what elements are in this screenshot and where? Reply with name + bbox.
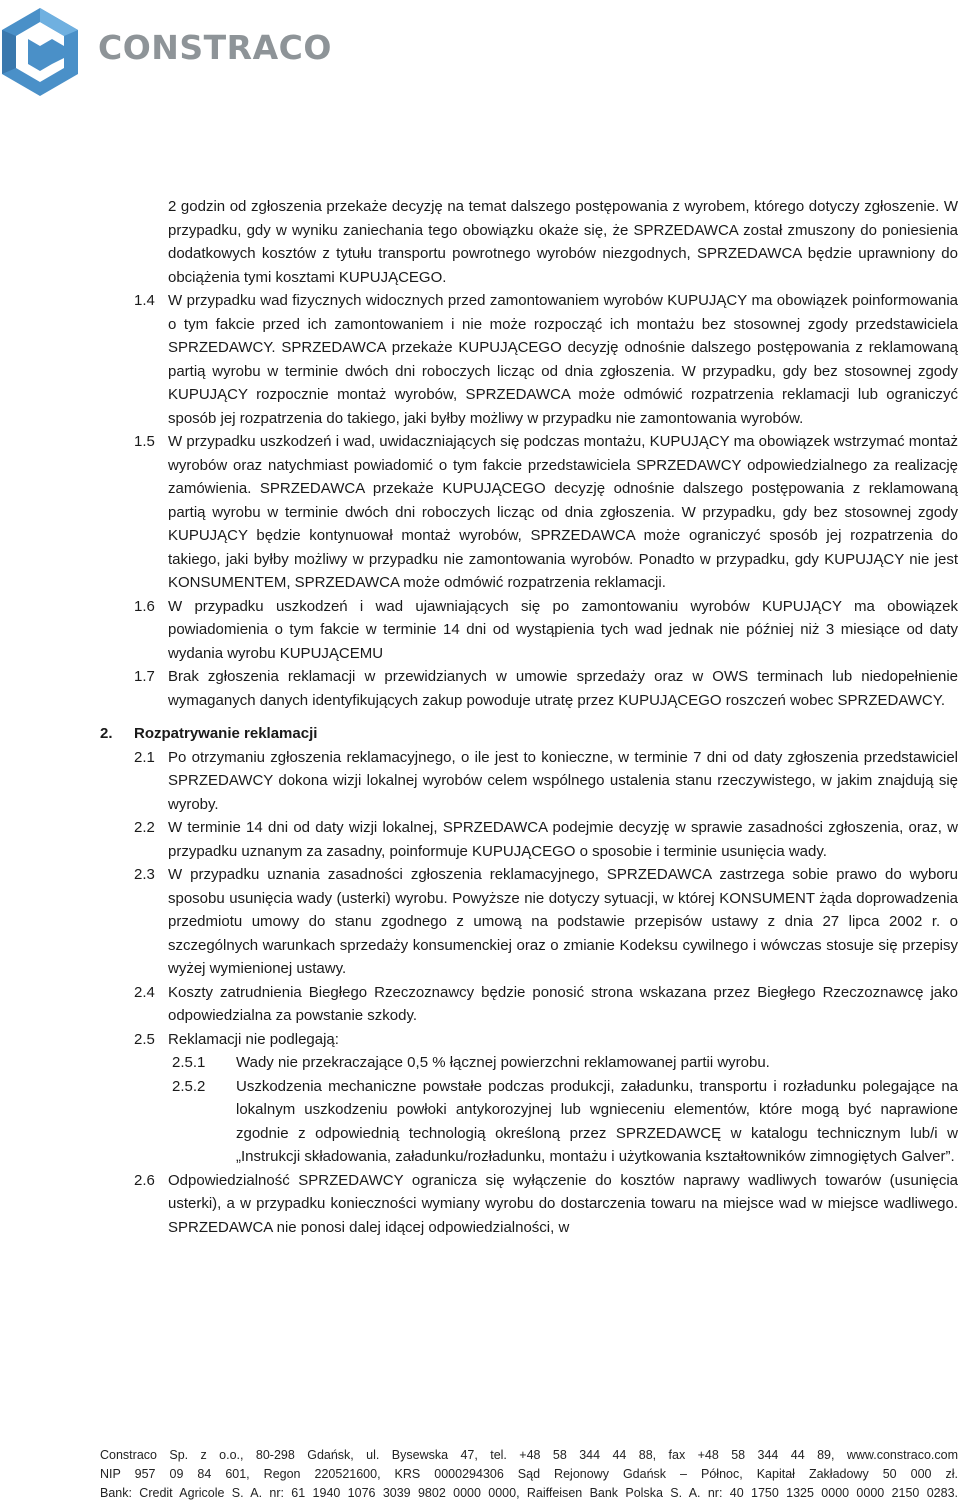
clause-text: Brak zgłoszenia reklamacji w przewidzianych w umowie sprzedaży oraz w OWS terminach lub niedopełnienie wymaganych danych identyfikujących zakup powoduje utratę przez KUPUJĄCEGO roszczeń wobec SPRZEDAWCY. (168, 668, 958, 709)
footer-address-line: Constraco Sp. z o.o., 80-298 Gdańsk, ul. Bysewska 47, tel. +48 58 344 44 88, fax +48 58 344 44 89, www.constraco.com (100, 1448, 958, 1462)
subclause-number: 2.5.2 (172, 1077, 206, 1095)
clause-1-6 (134, 595, 958, 666)
clause-number: 2.3 (134, 866, 155, 883)
clause-number: 1.6 (134, 597, 155, 615)
clause-text: W przypadku wad fizycznych widocznych przed zamontowaniem wyrobów KUPUJĄCY ma obowiązek poinformowania o tym fakcie przed ich zamontowaniem i nie może rozpocząć ich montażu bez stosownej zgody przedstawiciela SPRZEDAWCY. SPRZEDAWCA przekaże KUPUJĄCEGO decyzję odnośnie dalszego postępowania z reklamowaną partią wyrobu w terminie dwóch dni roboczych licząc od dnia zgłoszenia. W przypadku, gdy bez stosownej zgody KUPUJĄCY rozpocznie montaż wyrobów, SPRZEDAWCA może odmówić rozpatrzenia reklamacji lub ograniczyć sposób jej rozpatrzenia do takiego, jaki byłby możliwy w przypadku nie zamontowania wyrobów. (168, 292, 958, 427)
clause-2-1 (134, 746, 958, 817)
subclause-text: Uszkodzenia mechaniczne powstałe podczas produkcji, załadunku, transportu i rozładunku polegające na lokalnym uszkodzeniu powłoki antykorozyjnej lub wgnieceniu elementów, które mogą być naprawione zgodnie z odpowiednią technologią określoną przez SPRZEDAWCĘ w katalogu technicznym lub/i w „Instrukcji składowania, załadunku/rozładunku, montażu i użytkowania kształtowników zimnogiętych Galver”. (236, 1077, 958, 1165)
clause-number: 1.4 (134, 292, 155, 309)
clause-number: 2.5 (134, 1030, 155, 1048)
clause-2-3 (134, 863, 958, 981)
constraco-cube-logo-icon (0, 6, 80, 98)
brand-name: CONSTRACO (98, 28, 332, 67)
clause-2-4 (134, 981, 958, 1028)
clause-number: 1.7 (134, 668, 155, 685)
clause-number: 1.5 (134, 433, 155, 450)
clause-text: Reklamacji nie podlegają: (168, 1030, 339, 1048)
clause-text: Po otrzymaniu zgłoszenia reklamacyjnego, o ile jest to konieczne, w terminie 7 dni od daty zgłoszenia przedstawiciel SPRZEDAWCY dokona wizji lokalnej wyrobów celem wspólnego ustalenia stanu rzeczywistego, w jakim znajdują się wyroby. (168, 748, 958, 813)
clause-number: 2.1 (134, 748, 155, 766)
clause-text: W przypadku uszkodzeń i wad ujawniających się po zamontowaniu wyrobów KUPUJĄCY ma obowiązek powiadomienia o tym fakcie w terminie 14 dni od wystąpienia tych wad jednak nie później niż 3 miesiące od daty wydania wyrobu KUPUJĄCEMU (168, 597, 958, 662)
clause-1-4 (134, 289, 958, 430)
clause-number: 2.2 (134, 819, 155, 836)
clause-2-5-2 (172, 1075, 958, 1169)
clause-text: Koszty zatrudnienia Biegłego Rzeczoznawcy będzie ponosić strona wskazana przez Biegłego Rzeczoznawcę jako odpowiedzialna za powstanie szkody. (168, 983, 958, 1024)
intro-paragraph: 2 godzin od zgłoszenia przekaże decyzję na temat dalszego postępowania z wyrobem, którego dotyczy zgłoszenie. W przypadku, gdy w wyniku zaniechania tego obowiązku okaże się, że SPRZEDAWCA został zmuszony do poniesienia dodatkowych kosztów z tytułu transportu powrotnego wyrobów niezgodnych, SPRZEDAWCA będzie uprawniony do obciążenia tymi kosztami KUPUJĄCEGO. (168, 198, 958, 286)
section-title: Rozpatrywanie reklamacji (134, 725, 318, 742)
clause-2-6 (134, 1169, 958, 1240)
footer-registration-line: NIP 957 09 84 601, Regon 220521600, KRS 0000294306 Sąd Rejonowy Gdańsk – Północ, Kapitał Zakładowy 50 000 zł. (100, 1467, 958, 1481)
clause-text: W przypadku uznania zasadności zgłoszenia reklamacyjnego, SPRZEDAWCA zastrzega sobie prawo do wyboru sposobu usunięcia wady (usterki) wyrobu. Powyższe nie dotyczy sytuacji, w której KONSUMENT żąda doprowadzenia przedmiotu umowy do stanu zgodnego z umową na podstawie przepisów ustawy z dnia 27 lipca 2002 r. o szczególnych warunkach sprzedaży konsumenckiej oraz o zmianie Kodeksu cywilnego i wówczas stosuje się przepisy wyżej wymienionej ustawy. (168, 866, 958, 977)
clause-text: W terminie 14 dni od daty wizji lokalnej, SPRZEDAWCA podejmie decyzję w sprawie zasadności zgłoszenia, oraz, w przypadku uznanym za zasadny, poinformuje KUPUJĄCEGO o sposobie i terminie usunięcia wady. (168, 819, 958, 860)
clause-number: 2.4 (134, 983, 155, 1001)
clause-1-7 (134, 665, 958, 712)
page-footer (100, 1446, 958, 1503)
clause-number: 2.6 (134, 1171, 155, 1189)
clause-text: Odpowiedzialność SPRZEDAWCY ogranicza się wyłączenie do kosztów naprawy wadliwych towarów (usunięcia usterki), a w przypadku konieczności wymiany wyrobu do dostarczenia towaru na miejsce wad w miejsce wadliwego. SPRZEDAWCA nie ponosi dalej idącej odpowiedzialności, w (168, 1171, 958, 1236)
clause-2-5 (134, 1028, 958, 1052)
section-heading (100, 722, 924, 746)
clause-text: W przypadku uszkodzeń i wad, uwidaczniających się podczas montażu, KUPUJĄCY ma obowiązek wstrzymać montaż wyrobów oraz natychmiast powiadomić o tym fakcie przedstawiciela SPRZEDAWCY odpowiedzialnego za realizację zamówienia. SPRZEDAWCA przekaże KUPUJĄCEGO decyzję odnośnie dalszego postępowania z reklamowaną partią wyrobu w terminie dwóch dni roboczych licząc od dnia zgłoszenia. W przypadku, gdy bez stosownej zgody KUPUJĄCY będzie kontynuował montaż wyrobów, SPRZEDAWCA może ograniczyć sposób jej rozpatrzenia do takiego, jaki byłby możliwy w przypadku nie zamontowania wyrobów. Ponadto w przypadku, gdy KUPUJĄCY nie jest KONSUMENTEM, SPRZEDAWCA może odmówić rozpatrzenia reklamacji. (168, 433, 958, 591)
subclause-number: 2.5.1 (172, 1054, 206, 1071)
clause-2-2 (134, 816, 958, 863)
section-number: 2. (100, 725, 113, 742)
footer-bank-line: Bank: Credit Agricole S. A. nr: 61 1940 1076 3039 9802 0000 0000, Raiffeisen Bank Polska S. A. nr: 40 1750 1325 0000 0000 2150 0283. (100, 1486, 958, 1500)
clause-2-5-1 (172, 1051, 958, 1075)
page-header (0, 0, 960, 100)
subclause-text: Wady nie przekraczające 0,5 % łącznej powierzchni reklamowanej partii wyrobu. (236, 1054, 770, 1071)
document-body (100, 195, 958, 1239)
clause-1-5 (134, 430, 958, 595)
